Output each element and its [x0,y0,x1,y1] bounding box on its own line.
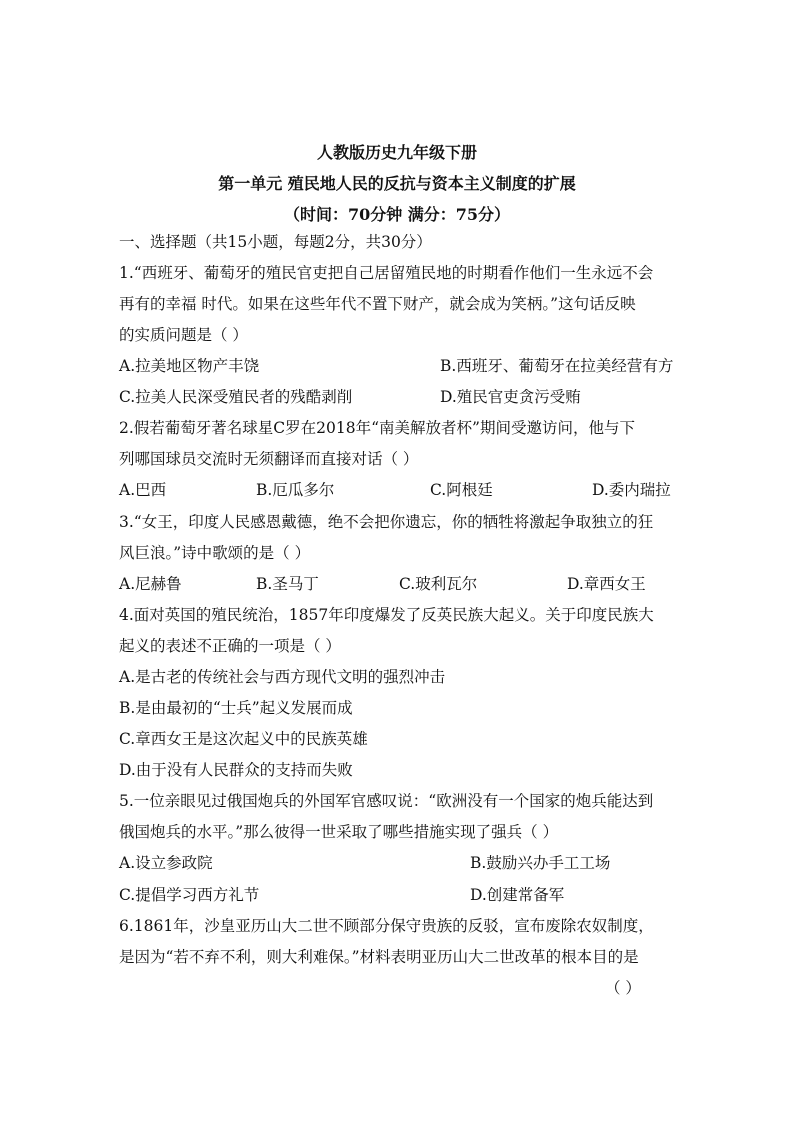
unit-title: 第一单元 殖民地人民的反抗与资本主义制度的扩展 [218,174,576,193]
time-score-info: （时间：70分钟 满分：75分） [283,205,511,224]
question-2-option-a: A.巴西 [119,481,167,499]
question-4-line-1: 4.面对英国的殖民统治，1857年印度爆发了反英民族大起义。关于印度民族大 [119,606,654,624]
question-6-line-1: 6.1861年，沙皇亚历山大二世不顾部分保守贵族的反驳，宣布废除农奴制度， [119,917,654,935]
question-1-line-1: 1.“西班牙、葡萄牙的殖民官吏把自己居留殖民地的时期看作他们一生永远不会 [119,264,654,282]
question-5-option-c: C.提倡学习西方礼节 [119,886,260,904]
question-1-option-d: D.殖民官吏贪污受贿 [440,388,581,406]
question-5-line-1: 5.一位亲眼见过俄国炮兵的外国军官感叹说：“欧洲没有一个国家的炮兵能达到 [119,792,654,810]
question-2-line-2: 列哪国球员交流时无须翻译而直接对话（ ） [119,450,419,468]
question-4-option-b: B.是由最初的“士兵”起义发展而成 [119,699,353,717]
question-4-line-2: 起义的表述不正确的一项是（ ） [119,637,341,655]
question-1-line-3: 的实质问题是（ ） [119,326,248,344]
question-3-line-2: 风巨浪。”诗中歌颂的是（ ） [119,544,311,562]
question-5-option-a: A.设立参政院 [119,854,213,872]
page-title: 人教版历史九年级下册 [316,143,477,162]
question-5-line-2: 俄国炮兵的水平。”那么彼得一世采取了哪些措施实现了强兵（ ） [119,823,559,841]
question-4-option-d: D.由于没有人民群众的支持而失败 [119,761,353,779]
question-3-line-1: 3.“女王，印度人民感恩戴德，绝不会把你遗忘，你的牺牲将激起争取独立的狂 [119,513,654,531]
question-5-option-d: D.创建常备军 [470,886,565,904]
question-4-option-a: A.是古老的传统社会与西方现代文明的强烈冲击 [119,668,446,686]
question-6-answer-bracket: （ ） [605,979,641,997]
question-1-line-2: 再有的幸福 时代。如果在这些年代不置下财产，就会成为笑柄。”这句话反映 [119,295,636,313]
question-5-option-b: B.鼓励兴办手工工场 [470,854,611,872]
section-heading: 一、选择题（共15小题，每题2分，共30分） [119,233,432,251]
question-2-option-d: D.委内瑞拉 [592,481,671,499]
question-3-option-c: C.玻利瓦尔 [399,575,478,593]
question-4-option-c: C.章西女王是这次起义中的民族英雄 [119,730,368,748]
question-2-option-c: C.阿根廷 [430,481,493,499]
question-3-option-b: B.圣马丁 [256,575,319,593]
question-3-option-a: A.尼赫鲁 [119,575,182,593]
question-1-option-c: C.拉美人民深受殖民者的残酷剥削 [119,388,353,406]
question-2-line-1: 2.假若葡萄牙著名球星C罗在2018年“南美解放者杯”期间受邀访问，他与下 [119,419,635,437]
question-6-line-2: 是因为“若不弃不利，则大利难保。”材料表明亚历山大二世改革的根本目的是 [119,948,639,966]
question-1-option-b: B.西班牙、葡萄牙在拉美经营有方 [440,357,674,375]
question-3-option-d: D.章西女王 [567,575,646,593]
question-1-option-a: A.拉美地区物产丰饶 [119,357,260,375]
question-2-option-b: B.厄瓜多尔 [256,481,335,499]
